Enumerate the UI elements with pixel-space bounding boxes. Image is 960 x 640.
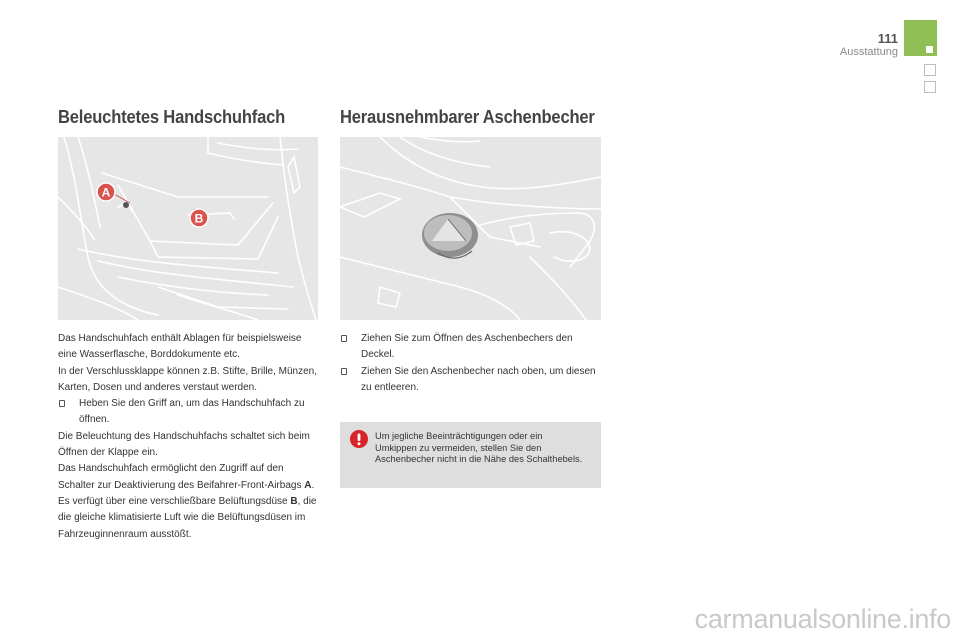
- bullet-item: [340, 331, 602, 364]
- bullet-square-icon: [59, 400, 65, 407]
- bullet-item: [58, 396, 320, 429]
- section-tab-empty[interactable]: [924, 64, 936, 76]
- bullet-square-icon: [341, 368, 347, 375]
- page-number: 111: [877, 31, 898, 46]
- glovebox-illustration: [58, 137, 318, 320]
- bullet-text: Ziehen Sie zum Öffnen des Aschenbechers den Deckel.: [361, 333, 573, 361]
- warning-exclamation-icon: [350, 430, 368, 448]
- glovebox-text: [58, 331, 320, 543]
- ashtray-illustration: [340, 137, 601, 320]
- paragraph: In der Verschlussklappe können z.B. Stifte, Brille, Münzen, Karten, Dosen und anderes verstaut werden.: [58, 365, 318, 393]
- paragraph: Das Handschuhfach enthält Ablagen für beispielsweise eine Wasserflasche, Borddokumente etc.: [58, 333, 302, 361]
- vent-ref: B: [290, 495, 298, 507]
- bullet-item: [340, 364, 602, 397]
- watermark: carmanualsonline.info: [694, 604, 951, 634]
- warning-text: Um jegliche Beeinträchtigungen oder ein Umkippen zu vermeiden, stellen Sie den Aschenbecher nicht in die Nähe des Schalthebels.: [375, 431, 583, 464]
- callout-a-label: A: [101, 185, 111, 200]
- paragraph: [58, 461, 320, 494]
- airbag-text: Das Handschuhfach ermöglicht den Zugriff auf den Schalter zur Deaktivierung des Beifahrer-Front-Airbags: [58, 463, 305, 491]
- paragraph: [58, 494, 320, 543]
- section-name: Ausstattung: [839, 46, 898, 58]
- airbag-ref: A: [304, 479, 312, 491]
- airbag-text-end: .: [311, 479, 315, 491]
- section-tab-active[interactable]: [904, 20, 937, 56]
- bullet-square-icon: [341, 335, 347, 342]
- bullet-text: Ziehen Sie den Aschenbecher nach oben, um diesen zu entleeren.: [361, 365, 596, 393]
- callout-a: [97, 183, 115, 201]
- section-tab-empty[interactable]: [924, 81, 936, 93]
- ashtray-text: [340, 331, 602, 396]
- callout-b: [190, 209, 208, 227]
- ashtray-heading: Herausnehmbarer Aschenbecher: [340, 107, 595, 127]
- warning-box: [340, 422, 601, 488]
- paragraph: Die Beleuchtung des Handschuhfachs schaltet sich beim Öffnen der Klappe ein.: [58, 430, 310, 459]
- callout-b-label: B: [194, 211, 204, 226]
- vent-text-end: , die die gleiche klimatisierte Luft wie die Belüftungsdüsen im Fahrzeuginnenraum ausstößt.: [58, 495, 317, 540]
- bullet-text: Heben Sie den Griff an, um das Handschuhfach zu öffnen.: [79, 398, 305, 426]
- glovebox-heading: Beleuchtetes Handschuhfach: [58, 107, 286, 127]
- tab-marker-icon: [926, 46, 933, 53]
- vent-text: Es verfügt über eine verschließbare Belüftungsdüse: [58, 495, 291, 507]
